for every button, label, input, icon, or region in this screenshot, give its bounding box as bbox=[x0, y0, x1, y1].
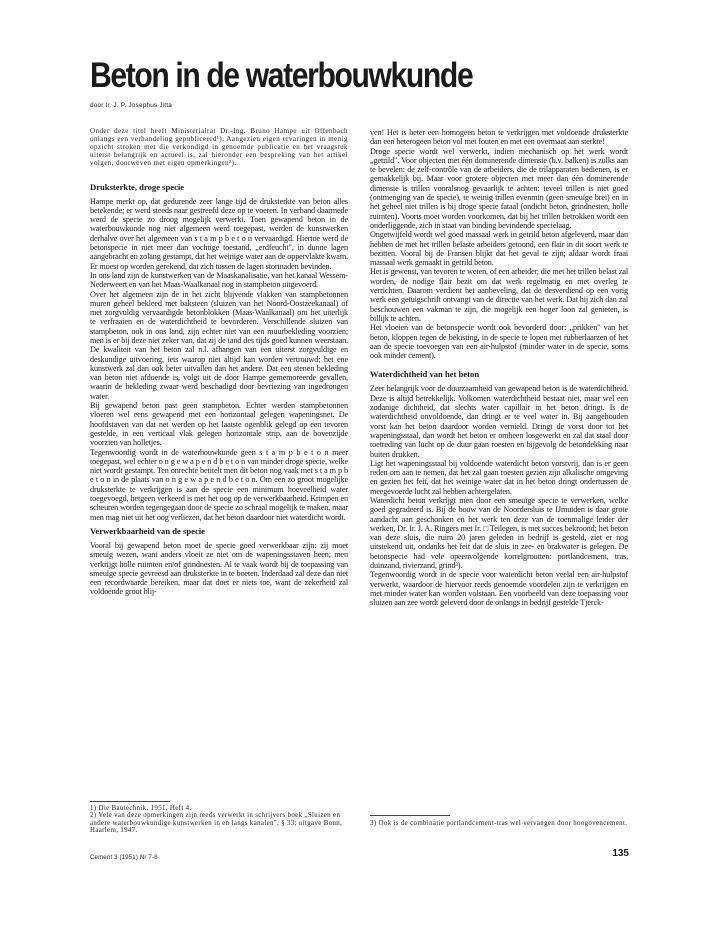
page-number: 135 bbox=[612, 848, 629, 859]
journal-reference: Cement 3 (1951) Nr 7-8 bbox=[90, 855, 158, 861]
body-paragraph: Over het algemeen zijn de in het zicht blijvende vlakken van stampbetonnen muren geheel bekleed met baksteen (sluizen van het Noord-Oostzeekanaal) of met zorgvuldig vervaardigde betonblokken (Maas-Waalkanaal) om het uiterlijk te verfraaien en de waterdichtheid te bevorderen. Verschillende sluizen van stampbeton, ook in ons land, zijn echter niet van een muurbekleding voorzien; men is er bij deze niet zeker van, dat zij de tand des tijds goed kunnen weerstaan. De kwaliteit van het beton zal n.l. afhangen van een uiterst zorgvuldige en deskundige uitvoering, iets waarop niet altijd kan worden vertrouwd; het ene kunstwerk zal dan ook beter uitvallen dan het andere. Dat een stenen bekleding van beton niet afdoende is, volgt uit de door Hampe gememoreerde gevallen, waarin de bekleding zwaar werd beschadigd door bevriezing van ingedrongen water. bbox=[90, 289, 348, 401]
section-heading-verwerkbaarheid: Verwerkbaarheid van de specie bbox=[90, 525, 205, 536]
body-paragraph: Tegenwoordig wordt in de specie voor waterdicht beton veelal een air-hulpstof verwerkt, waardoor de hiervoor reeds genoemde voordelen zijn te verkrijgen en met minder water kan worden volstaan. Een voorbeeld van deze toepassing voor sluizen aan zee wordt geleverd door de onlangs in bedrijf gestelde Tjerck- bbox=[370, 570, 628, 608]
section-heading-waterdichtheid: Waterdichtheid van het beton bbox=[370, 369, 480, 380]
footnotes-right bbox=[370, 820, 628, 827]
body-paragraph: Waterdicht beton verkrijgt men door een smeuïge specie te verwerken, welke goed gegradeerd is. Bij de bouw van de Noordersluis te IJmuiden is daar grote aandacht aan geschonken en het werk ten deze van de toenmalige leider der werken, Dr. Ir. J. A. Ringers met Ir. □ Teilegen, is met succes bekroond; het beton van deze sluis, die ruim 20 jaren geleden in bedrijf is gesteld, ziet er nog uitstekend uit, ondanks het feit dat de sluis in zee- en brakwater is gelegen. De betonspecie had vele opeenvolgende korrelgrootten: portlandcement, tras, duinzand, rivierzand, grind³). bbox=[370, 495, 628, 571]
body-paragraph: Bij gewapend beton past geen stampbeton. Echter werden stampbetonnen vloeren wel eens gewapend met een horizontaal gelegen wapeningsnet. De hoofdstaven van dat net werden op het laatste ogenblik gelegd op een tevoren gestelde, in een verticaal vlak gelegen horizontale strip, aan de bovenzijde voorzien van holletjes. bbox=[90, 401, 348, 448]
body-paragraph: Het is gewenst, van tevoren te weten, of een arbeider, die met het trillen belast zal worden, de nodige flair bezit om dat werk regelmatig en met overleg te verrichten. Daarom verdient het aanbeveling, dat de desverdiend op een vorig werk een getuigschrift ontvangt van de directie van het werk. Dat hij zich dan zal beschouwen een vakman te zijn, die mogelijk een hoger loon zal genieten, is billijk te achten. bbox=[370, 267, 628, 323]
footnotes-left bbox=[90, 805, 348, 835]
body-paragraph: Tegenwoordig wordt in de waterbouwkunde geen s t a m p b e t o n meer toegepast, wel echter o n g e w a p e n d b e t o n van minder droge specie, welke niet wordt gestampt. Ten onrechte betitelt men dit beton nog vaak met s t a m p b e t o n in de plaats van o n g e w a p e n d b e t o n. Om een zo groot mogelijke druksterkte te verkrijgen is aan de specie een minimum hoeveelheid water toegevoegd, hetgeen verkeerd is met het oog op de verwerkbaarheid. Krimpen en scheuren worden tegengegaan door de specie zo schraal mogelijk te maken, maar men mag niet uit het oog verliezen, dat het beton daardoor niet waterdicht wordt. bbox=[90, 447, 348, 522]
body-paragraph: Het vloeien van de betonspecie wordt ook bevorderd door: „prikken" van het beton, kloppen tegen de bekisting, in de specie te lopen met rubberlaarzen of het aan de specie toevoegen van een air-hulpstof (minder water in de specie, soms ook minder cement). bbox=[370, 323, 628, 361]
body-paragraph: Ongetwijfeld wordt wel goed massaal werk in getrild beton afgeleverd, maar dan hebben de met het trillen belaste arbeiders getoond, een flair in dit soort werk te bezitten. Vooral bij de Fransen blijkt dat het geval te zijn; aldaar wordt fraai massaal werk gemaakt in getrild beton. bbox=[370, 230, 628, 268]
body-paragraph: Ligt het wapeningsstaal bij voldoende waterdicht beton vorstvrij, dan is er geen reden om aan te nemen, dat het zal gaan roesten gezien zijn alkalische omgeving en gezien het feit, dat het weinige water dat in het beton dringt ondertussen de meegevoerde lucht zal hebben achtergelaten. bbox=[370, 458, 628, 496]
section-heading-druksterkte: Druksterkte, droge specie bbox=[90, 181, 185, 192]
body-paragraph: In ons land zijn de kunstwerken van de Maaskanalisatie, van het kanaal Wessem-Nederweert en van het Maas-Waalkanaal nog in stampbeton uitgevoerd. bbox=[90, 270, 348, 290]
body-paragraph: ven! Het is beter een homogeen beton te verkrijgen met voldoende druksterkte dan een heterogeen beton vol met fouten en met een overmaat aan sterkte! bbox=[370, 128, 628, 147]
footnote-rule bbox=[370, 815, 450, 816]
intro-paragraph: Onder deze titel heeft Ministerialrat Dr.-Ing. Bruno Hampe uit Offenbach onlangs een verhandeling gepubliceerd¹). Aangezien eigen ervaringen in menig opzicht stroken met die verkondigd in genoemde publicatie en het vraagstuk uiterst belangrijk en actueel is, zal hieronder een bespreking van het artikel volgen, doorweven met eigen opmerkingen²). bbox=[90, 128, 348, 167]
footnote-1: 1) Die Bautechnik, 1951, Heft 4. bbox=[90, 805, 192, 812]
body-paragraph: Vooral bij gewapend beton moet de specie goed verwerkbaar zijn: zij moet smeuïg wezen, want anders vloeit ze niet om de wapeningsstaven heen; men verkrijgt holle ruimten en/of grindnesten. Al te vaak wordt bij de toepassing van smeuïge specie gevreesd aan druksterkte in te boeten. Inderdaad zal deze dan niet een recordwaarde bereiken, maar dat doet er niets toe, want de zekerheid zal voldoende groot blij- bbox=[90, 540, 348, 597]
article-author: door Ir. J. P. Josephus Jitta bbox=[90, 102, 173, 109]
left-column bbox=[90, 128, 348, 833]
footnote-2: 2) Vele van deze opmerkingen zijn reeds verwerkt in schrijvers boek „Sluizen en andere waterbouwkundige kunstwerken in en langs kanalen", § 33; uitgave Bonn, Haarlem, 1947. bbox=[90, 812, 343, 835]
right-column bbox=[370, 128, 628, 828]
footnote-3: 3) Ook is de combinatie portlandcement-tras wel vervangen door hoogovencement. bbox=[370, 820, 628, 827]
body-paragraph: Hampe merkt op, dat gedurende zeer lange tijd de druksterkte van beton alles betekende; er werd steeds naar gestreefd deze op te voeren. In verband daarmede werd de specie zo droog mogelijk verwerkt. Toen gewapend beton in de waterbouwkunde nog niet algemeen werd toegepast, werden de kunstwerken derhalve over het algemeen van s t a m p b e t o n vervaardigd. Hiertoe werd de betonspecie in niet meer dan vochtige toestand, „erdfeucht", in dunne lagen aangebracht en zolang gestampt, dat het weinige water aan de oppervlakte kwam. Er moest op worden gerekend, dat zich tussen de lagen stortnaden bevinden. bbox=[90, 196, 348, 271]
body-paragraph: Droge specie wordt wel verwerkt, indien mechanisch op het werk wordt „getrild". Voor objecten met één dominerende dimensie (b.v. balken) is zulks aan te bevelen: de zelf-contrôle van de arbeiders, die de trilapparaten bedienen, is er gemakkelijk bij. Maar voor grotere objecten met meer dan één dominerende dimensie is trillen vooralsnog gevaarlijk te achten: teveel trillen is niet goed (ontmenging van de specie), te weinig trillen evenmin (geen smeuïge brei) en in het geheel niet trillen is bij droge specie fataal (ondicht beton, grindnesten, holle ruimten). Voorts moet worden voorkomen, dat bij het trillen betrokken wordt een onderliggende, zich in staat van binding bevindende specielaag. bbox=[370, 146, 628, 230]
footnote-rule bbox=[90, 801, 170, 802]
body-paragraph: Zeer belangrijk voor de duurzaamheid van gewapend beton is de waterdichtheid. Deze is altijd betrekkelijk. Volkomen waterdichtheid bestaat niet, maar wel een zodanige dichtheid, dat slechts water capillair in het beton dringt. Is de waterdichtheid onvoldoende, dan dringt er te veel water in. Bij aangehouden vorst kan het beton daardoor worden vernield. Dringt de vorst door tot het wapeningsstaal, dan wordt het beton er omheen losgewerkt en zal dat staal door toetreding van lucht op de duur gaan roesten en bijgevolg de betondekking naar buiten drukken. bbox=[370, 384, 628, 459]
article-title: Beton in de waterbouwkunde bbox=[90, 56, 473, 95]
